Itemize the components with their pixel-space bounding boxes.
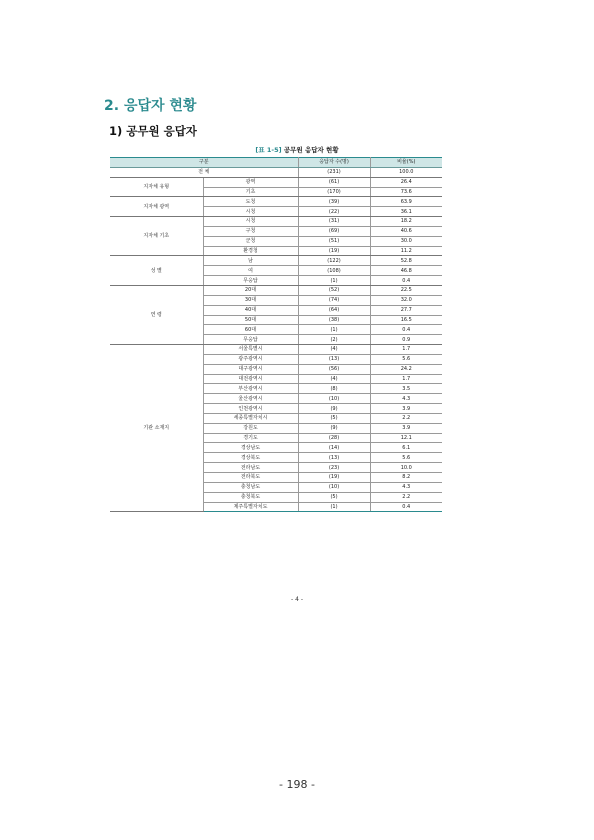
row-pct: 5.6 [370,354,442,364]
group-label: 지자체 유형 [110,177,203,197]
row-count: (2) [298,335,370,345]
row-pct: 63.9 [370,197,442,207]
respondent-table [110,157,442,512]
row-pct: 5.6 [370,453,442,463]
row-count: (51) [298,236,370,246]
row-count: (1) [298,325,370,335]
row-count: (10) [298,394,370,404]
row-count: (52) [298,285,370,295]
row-category: 경상북도 [203,453,298,463]
group-label: 지자체 광역 [110,197,203,217]
row-pct: 22.5 [370,285,442,295]
total-count: (231) [298,167,370,177]
table-row [110,197,442,207]
group-label: 기관 소재지 [110,345,203,512]
row-category: 무응답 [203,276,298,286]
row-count: (19) [298,246,370,256]
table-header-row [110,158,442,168]
row-count: (5) [298,413,370,423]
row-category: 환경청 [203,246,298,256]
row-category: 60대 [203,325,298,335]
row-count: (39) [298,197,370,207]
row-pct: 1.7 [370,374,442,384]
section-number: 2. [104,98,120,114]
row-category: 광역 [203,177,298,187]
row-category: 여 [203,266,298,276]
row-pct: 2.2 [370,492,442,502]
subsection-title: 1) 공무원 응답자 [109,124,197,138]
row-pct: 8.2 [370,473,442,483]
row-category: 경상남도 [203,443,298,453]
row-count: (61) [298,177,370,187]
row-category: 부산광역시 [203,384,298,394]
row-count: (1) [298,276,370,286]
table-row [110,285,442,295]
row-category: 군청 [203,236,298,246]
total-pct: 100.0 [370,167,442,177]
row-count: (13) [298,453,370,463]
group-label: 연 령 [110,285,203,344]
row-pct: 0.9 [370,335,442,345]
row-category: 무응답 [203,335,298,345]
row-category: 기초 [203,187,298,197]
row-pct: 26.4 [370,177,442,187]
row-pct: 32.0 [370,295,442,305]
row-category: 전라북도 [203,473,298,483]
row-category: 충청남도 [203,482,298,492]
row-pct: 4.3 [370,394,442,404]
row-category: 제주특별자치도 [203,502,298,512]
row-category: 남 [203,256,298,266]
row-pct: 0.4 [370,276,442,286]
row-pct: 0.4 [370,325,442,335]
table-caption-tag: [표 1-5] [255,146,282,154]
row-count: (14) [298,443,370,453]
table-caption-title: 공무원 응답자 현황 [283,146,339,154]
row-count: (4) [298,345,370,355]
row-count: (56) [298,364,370,374]
row-category: 경기도 [203,433,298,443]
row-category: 울산광역시 [203,394,298,404]
row-count: (38) [298,315,370,325]
row-pct: 0.4 [370,502,442,512]
group-label: 지자체 기초 [110,217,203,256]
header-count: 응답자 수(명) [298,158,370,168]
row-category: 50대 [203,315,298,325]
row-pct: 27.7 [370,305,442,315]
section-title [104,95,196,115]
row-pct: 1.7 [370,345,442,355]
row-category: 서울특별시 [203,345,298,355]
row-pct: 11.2 [370,246,442,256]
row-count: (13) [298,354,370,364]
row-count: (9) [298,423,370,433]
table-row [110,345,442,355]
inner-page-number: - 4 - [291,596,303,603]
row-pct: 46.8 [370,266,442,276]
row-pct: 3.9 [370,404,442,414]
row-count: (1) [298,502,370,512]
row-count: (108) [298,266,370,276]
row-category: 인천광역시 [203,404,298,414]
row-pct: 36.1 [370,207,442,217]
row-count: (10) [298,482,370,492]
row-pct: 73.6 [370,187,442,197]
table-row [110,256,442,266]
row-category: 충청북도 [203,492,298,502]
header-pct: 비율(%) [370,158,442,168]
row-category: 전라남도 [203,463,298,473]
table-body [110,167,442,512]
row-count: (19) [298,473,370,483]
row-pct: 10.0 [370,463,442,473]
row-category: 도청 [203,197,298,207]
header-category: 구분 [110,158,298,168]
section-title-text: 응답자 현황 [123,98,197,114]
table-row-total [110,167,442,177]
row-count: (22) [298,207,370,217]
row-count: (31) [298,217,370,227]
row-pct: 40.6 [370,226,442,236]
row-category: 대전광역시 [203,374,298,384]
row-count: (23) [298,463,370,473]
row-pct: 6.1 [370,443,442,453]
table-caption [0,145,594,154]
row-pct: 12.1 [370,433,442,443]
row-category: 구청 [203,226,298,236]
total-label: 전 체 [110,167,298,177]
row-pct: 3.5 [370,384,442,394]
row-count: (5) [298,492,370,502]
table-row [110,177,442,187]
row-category: 30대 [203,295,298,305]
page-number: - 198 - [279,778,315,791]
row-category: 20대 [203,285,298,295]
row-count: (8) [298,384,370,394]
row-pct: 30.0 [370,236,442,246]
row-count: (9) [298,404,370,414]
row-category: 대구광역시 [203,364,298,374]
row-pct: 2.2 [370,413,442,423]
row-count: (69) [298,226,370,236]
row-count: (4) [298,374,370,384]
row-count: (122) [298,256,370,266]
row-pct: 18.2 [370,217,442,227]
row-count: (64) [298,305,370,315]
table-row [110,217,442,227]
row-category: 강원도 [203,423,298,433]
row-category: 시청 [203,217,298,227]
row-pct: 52.8 [370,256,442,266]
row-pct: 3.9 [370,423,442,433]
row-category: 시청 [203,207,298,217]
row-category: 광주광역시 [203,354,298,364]
row-count: (28) [298,433,370,443]
row-category: 세종특별자치시 [203,413,298,423]
row-count: (170) [298,187,370,197]
row-pct: 4.3 [370,482,442,492]
group-label: 성 별 [110,256,203,286]
row-count: (74) [298,295,370,305]
row-pct: 24.2 [370,364,442,374]
row-pct: 16.5 [370,315,442,325]
row-category: 40대 [203,305,298,315]
